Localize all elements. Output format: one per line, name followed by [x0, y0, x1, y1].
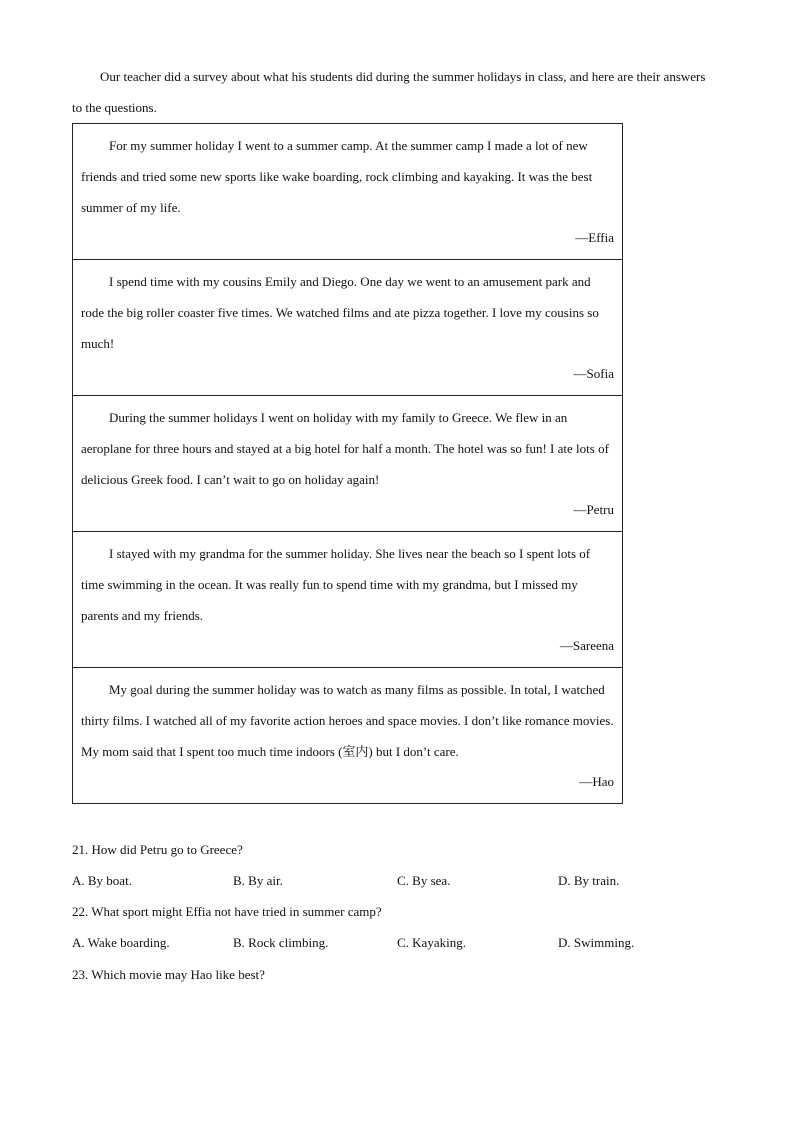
- option-c[interactable]: C. Kayaking.: [397, 935, 466, 950]
- entry-text: I spend time with my cousins Emily and Diego. One day we went to an amusement park and rode the big roller coaster five times. We watched films and ate pizza together. I love my cousins so much!: [81, 274, 599, 351]
- entry-hao: [73, 668, 622, 803]
- question-21: 21. How did Petru go to Greece?: [72, 842, 243, 857]
- question-22: 22. What sport might Effia not have tried in summer camp?: [72, 904, 382, 919]
- entry-effia: [73, 124, 622, 260]
- survey-answers-table: [72, 123, 623, 804]
- option-b[interactable]: B. Rock climbing.: [233, 935, 329, 950]
- option-d[interactable]: D. By train.: [558, 873, 620, 888]
- entry-text: During the summer holidays I went on holiday with my family to Greece. We flew in an aeroplane for three hours and stayed at a big hotel for half a month. The hotel was so fun! I ate lots of delicious Greek food. I can’t wait to go on holiday again!: [81, 410, 609, 487]
- option-a[interactable]: A. By boat.: [72, 873, 132, 888]
- entry-sareena: [73, 532, 622, 668]
- entry-text: My goal during the summer holiday was to watch as many films as possible. In total, I watched thirty films. I watched all of my favorite action heroes and space movies. I don’t like romance movies. My mom said that I spent too much time indoors (室内) but I don’t care.: [81, 682, 614, 759]
- entry-author: —Hao: [579, 774, 614, 789]
- question-23: 23. Which movie may Hao like best?: [72, 967, 265, 982]
- option-a[interactable]: A. Wake boarding.: [72, 935, 170, 950]
- option-d[interactable]: D. Swimming.: [558, 935, 635, 950]
- question-21-options: [72, 871, 712, 891]
- entry-author: —Sareena: [559, 638, 614, 653]
- entry-sofia: [73, 260, 622, 396]
- question-22-options: [72, 933, 712, 953]
- option-c[interactable]: C. By sea.: [397, 873, 451, 888]
- entry-petru: [73, 396, 622, 532]
- entry-author: —Sofia: [573, 366, 614, 381]
- entry-author: —Effia: [575, 230, 614, 245]
- intro-paragraph: Our teacher did a survey about what his students did during the summer holidays in class, and here are their answers to the questions.: [72, 69, 706, 115]
- entry-author: —Petru: [573, 502, 614, 517]
- option-b[interactable]: B. By air.: [233, 873, 283, 888]
- entry-text: I stayed with my grandma for the summer holiday. She lives near the beach so I spent lots of time swimming in the ocean. It was really fun to spend time with my grandma, but I missed my parents and my friends.: [81, 546, 591, 623]
- entry-text: For my summer holiday I went to a summer camp. At the summer camp I made a lot of new friends and tried some new sports like wake boarding, rock climbing and kayaking. It was the best summer of my life.: [81, 138, 593, 215]
